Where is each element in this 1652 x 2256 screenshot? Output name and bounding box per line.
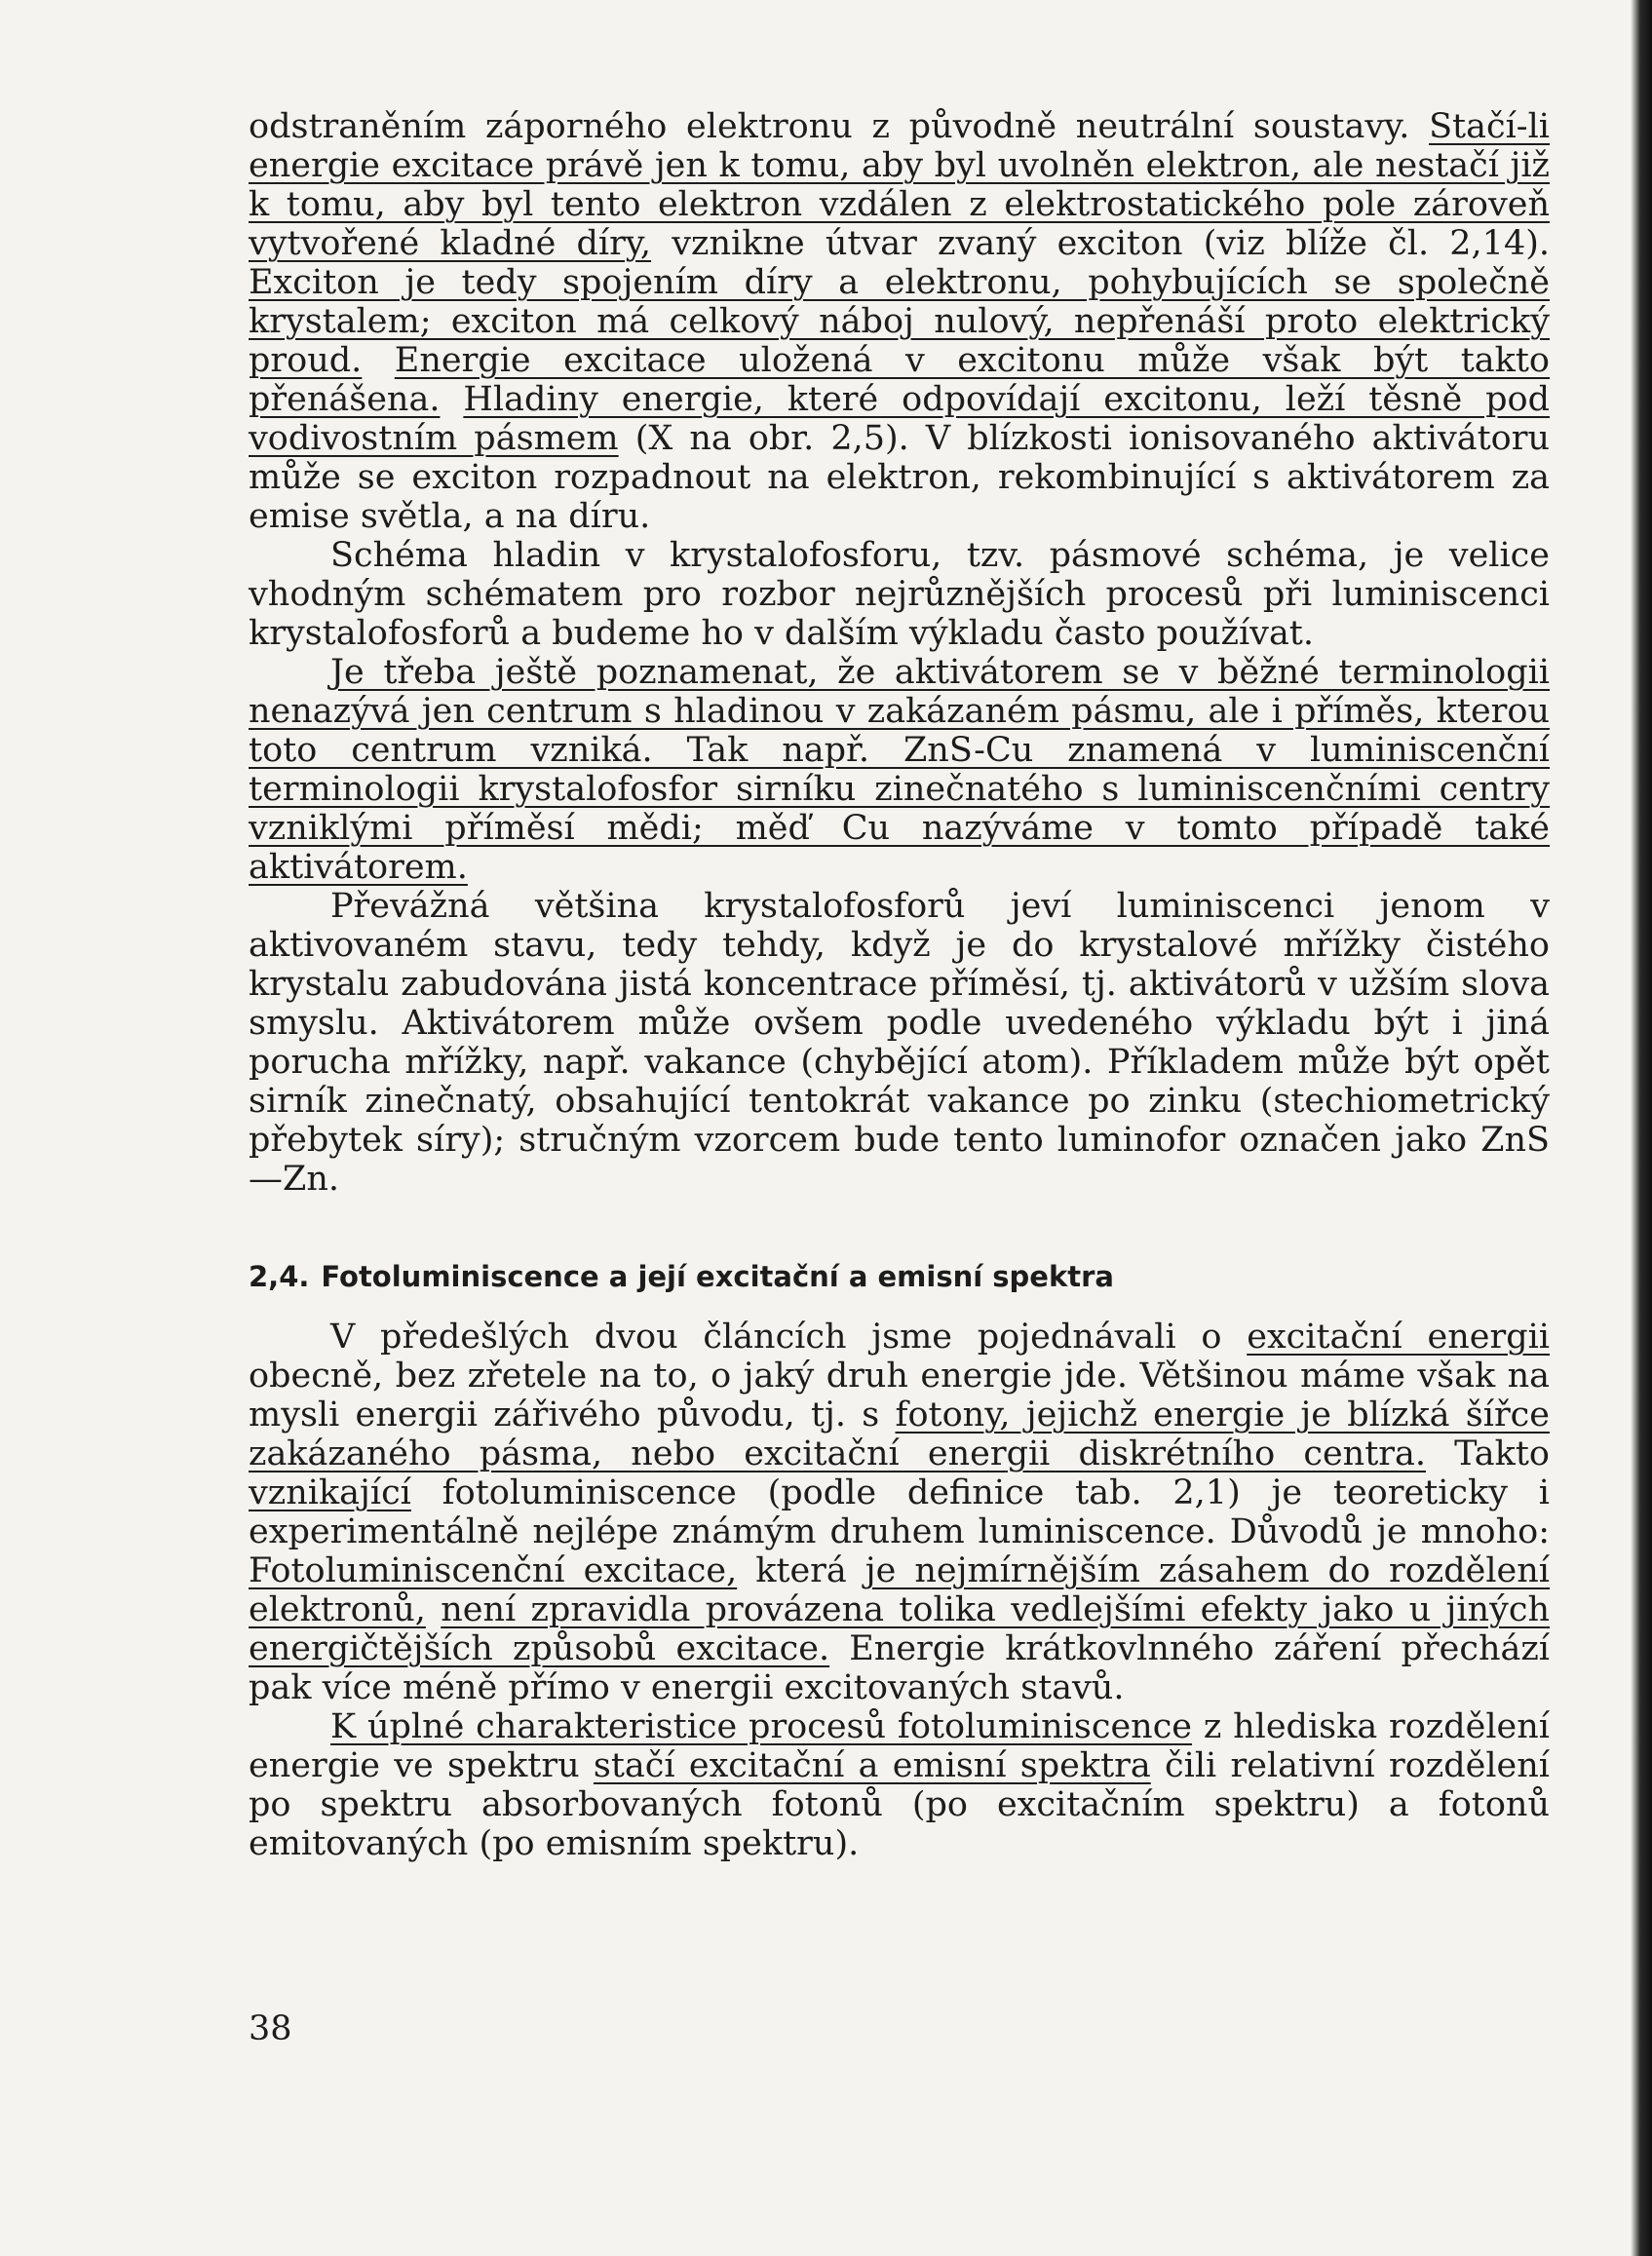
page-body (249, 107, 1550, 1863)
section-number: 2,4. (249, 1260, 310, 1293)
text-segment: která (737, 1551, 865, 1590)
paragraph (249, 536, 1550, 653)
text-segment: Energie krátkovlnného záření přechází pak více méně přímo v energii excitovaných stavů. (249, 1629, 1550, 1707)
text-segment (362, 341, 395, 380)
scan-edge-shadow (1631, 0, 1652, 2256)
page-number: 38 (249, 2009, 292, 2048)
underlined-text: Stačí-li energie excitace právě jen k tomu, aby byl uvolněn elektron, ale nestačí již k tomu, aby byl tento elektron vzdálen z elektrostatického pole zároveň vytvořené kladné díry, (249, 107, 1550, 263)
underlined-text: K úplné charakteristice procesů fotoluminiscence (330, 1707, 1193, 1746)
text-segment: V předešlých dvou článcích jsme pojednávali o (330, 1318, 1248, 1357)
underlined-text: Hladiny energie, které odpovídají excitonu, leží těsně pod vodivostním pásmem (249, 380, 1550, 458)
underlined-text: excitační energii (1247, 1318, 1550, 1357)
underlined-text: Exciton je tedy spojením díry a elektronu, pohybujících se společně krystalem; exciton má celkový náboj nulový, nepřenáší proto elektrický proud. (249, 263, 1550, 380)
underlined-text: Je třeba ještě poznamenat, že aktivátorem se v běžné terminologii nenazývá jen centrum s hladinou v zakázaném pásmu, ale i příměs, kterou toto centrum vzniká. Tak např. ZnS-Cu znamená v luminiscenční terminologii krystalofosfor sirníku zinečnatého s luminiscenčními centry vzniklými příměsí mědi; měď Cu nazýváme v tomto případě také aktivátorem. (249, 653, 1550, 887)
text-segment: fotoluminiscence (podle definice tab. 2,1) je teoreticky i experimentálně nejlépe známým druhem luminiscence. Důvodů je mnoho: (249, 1473, 1550, 1551)
text-segment: Takto (1426, 1434, 1551, 1473)
text-block-bottom (249, 1318, 1550, 1863)
text-segment: obecně, bez zřetele na to, o jaký druh energie jde. Většinou máme však na mysli energii zářivého původu, tj. s (249, 1357, 1550, 1434)
text-segment: čili relativní rozdělení po spektru absorbovaných fotonů (po excitačním spektru) a fotonů emitovaných (po emisním spektru). (249, 1746, 1550, 1863)
underlined-text: není zpravidla provázena tolika vedlejšími efekty jako u jiných energičtějších způsobů excitace. (249, 1590, 1550, 1668)
underlined-text: Energie excitace uložená v excitonu může však být takto přenášena. (249, 341, 1550, 419)
text-segment (440, 380, 463, 419)
underlined-text: je nejmírnějším zásahem do rozdělení elektronů, (249, 1551, 1550, 1629)
text-segment: (X na obr. 2,5). V blízkosti ionisovaného aktivátoru může se exciton rozpadnout na elektron, rekombinující s aktivátorem za emise světla, a na díru. (249, 419, 1551, 536)
underlined-text: Fotoluminiscenční excitace, (249, 1551, 738, 1590)
underlined-text: fotony, jejichž energie je blízká šířce zakázaného pásma, nebo excitační energii diskrétního centra. (249, 1396, 1550, 1473)
section-heading (249, 1257, 1550, 1296)
text-segment: vznikne útvar zvaný exciton (viz blíže čl. 2,14). (651, 224, 1550, 263)
paragraph (249, 653, 1550, 887)
text-block-top (249, 107, 1550, 1199)
text-segment: odstraněním záporného elektronu z původně neutrální soustavy. (249, 107, 1430, 146)
text-segment: z hlediska rozdělení energie ve spektru (249, 1707, 1550, 1785)
paragraph (249, 887, 1550, 1199)
underlined-text: stačí excitační a emisní spektra (593, 1746, 1151, 1785)
text-segment (426, 1590, 441, 1629)
paragraph (249, 1707, 1550, 1863)
underlined-text: vznikající (249, 1473, 411, 1512)
text-segment: Převážná většina krystalofosforů jeví luminiscenci jenom v aktivovaném stavu, tedy tehdy, když je do krystalové mřížky čistého krystalu zabudována jistá koncentrace příměsí, tj. aktivátorů v užším slova smyslu. Aktivátorem může ovšem podle uvedeného výkladu být i jiná porucha mřížky, např. vakance (chybějící atom). Příkladem může být opět sirník zinečnatý, obsahující tentokrát vakance po zinku (stechiometrický přebytek síry); stručným vzorcem bude tento luminofor označen jako ZnS—Zn. (249, 887, 1550, 1199)
text-segment: Schéma hladin v krystalofosforu, tzv. pásmové schéma, je velice vhodným schématem pro rozbor nejrůznějších procesů při luminiscenci krystalofosforů a budeme ho v dalším výkladu často používat. (249, 536, 1550, 653)
paragraph (249, 1318, 1550, 1707)
section-title: Fotoluminiscence a její excitační a emisní spektra (321, 1260, 1114, 1293)
paragraph (249, 107, 1550, 536)
